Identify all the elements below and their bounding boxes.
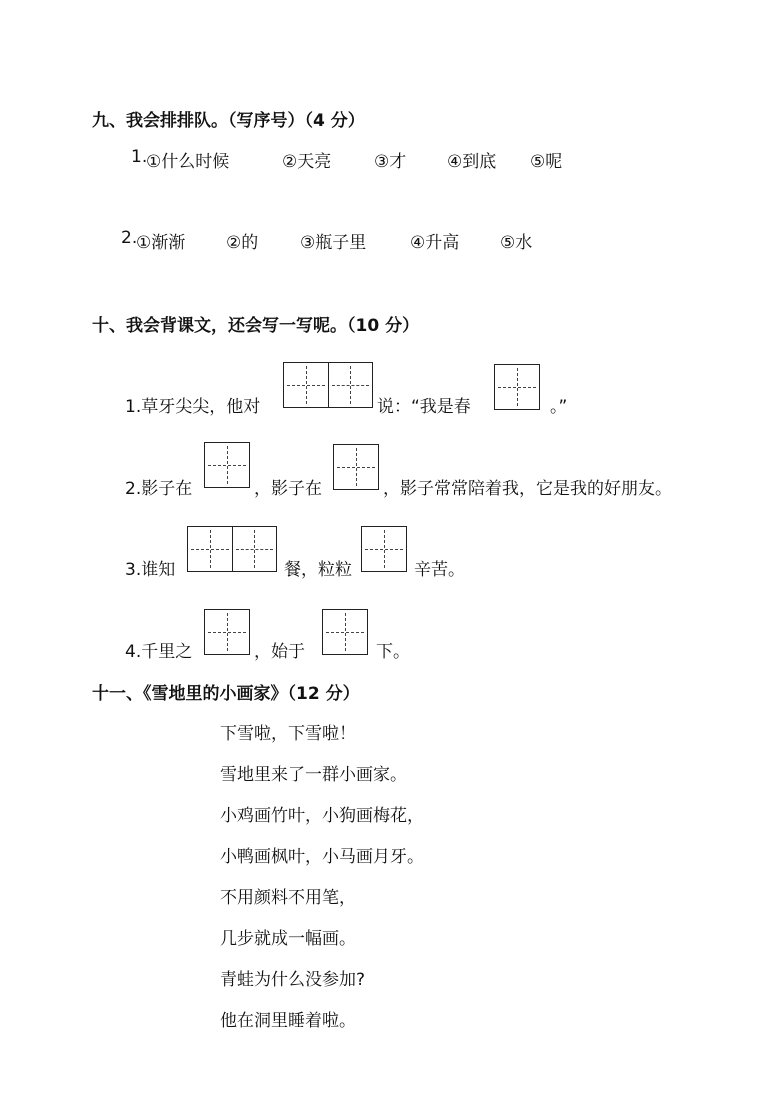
poem-line: 小鸭画枫叶，小马画月牙。 (220, 847, 424, 867)
writing-cell[interactable] (334, 445, 378, 489)
word-item: ①渐渐 (136, 233, 186, 253)
word-item: ⑤呢 (530, 152, 563, 172)
word-item: ⑤水 (500, 233, 533, 253)
section9-title: 九、我会排排队。（写序号）（4 分） (92, 111, 365, 131)
fill-text: 餐，粒粒 (284, 560, 352, 580)
writing-cell[interactable] (495, 365, 539, 409)
poem-line: 小鸡画竹叶，小狗画梅花， (220, 806, 424, 826)
writing-cell[interactable] (329, 363, 373, 407)
fill-text: ，影子在 (254, 479, 322, 499)
writing-cell[interactable] (205, 443, 249, 487)
writing-cell[interactable] (205, 610, 249, 654)
writing-box[interactable] (204, 609, 250, 655)
poem-line: 雪地里来了一群小画家。 (220, 765, 407, 785)
fill-text: ，始于 (254, 642, 305, 662)
word-item: ④升高 (410, 233, 460, 253)
writing-box[interactable] (333, 444, 379, 490)
poem-line: 几步就成一幅画。 (220, 929, 356, 949)
writing-box[interactable] (204, 442, 250, 488)
writing-box[interactable] (494, 364, 540, 410)
fill-text: 4.千里之 (125, 642, 193, 662)
writing-cell[interactable] (284, 363, 329, 407)
writing-cell[interactable] (323, 610, 367, 654)
word-item: ①什么时候 (146, 152, 230, 172)
poem-line: 不用颜料不用笔， (220, 888, 356, 908)
writing-box[interactable] (283, 362, 373, 408)
fill-text: 辛苦。 (414, 560, 465, 580)
q2-number: 2. (121, 228, 138, 248)
fill-text: 2.影子在 (125, 479, 193, 499)
poem-line: 下雪啦，下雪啦！ (220, 724, 356, 744)
writing-cell[interactable] (188, 527, 233, 571)
poem-line: 他在洞里睡着啦。 (220, 1011, 356, 1031)
section11-title: 十一、《雪地里的小画家》（12 分） (92, 684, 360, 704)
fill-text: 3.谁知 (125, 560, 176, 580)
q1-number: 1. (131, 147, 148, 167)
writing-cell[interactable] (233, 527, 277, 571)
word-item: ④到底 (447, 152, 497, 172)
writing-box[interactable] (361, 526, 407, 572)
poem-line: 青蛙为什么没参加? (220, 970, 366, 990)
writing-box[interactable] (322, 609, 368, 655)
fill-text: 1.草牙尖尖，他对 (125, 397, 261, 417)
word-item: ②天亮 (282, 152, 332, 172)
fill-text: ，影子常常陪着我，它是我的好朋友。 (383, 479, 672, 499)
writing-box[interactable] (187, 526, 277, 572)
fill-text: 说：“我是春 (377, 397, 471, 417)
writing-cell[interactable] (362, 527, 406, 571)
fill-text: 下。 (376, 642, 410, 662)
word-item: ③瓶子里 (300, 233, 367, 253)
word-item: ③才 (374, 152, 407, 172)
section10-title: 十、我会背课文，还会写一写呢。（10 分） (92, 316, 420, 336)
fill-text: 。” (550, 397, 568, 417)
word-item: ②的 (226, 233, 259, 253)
